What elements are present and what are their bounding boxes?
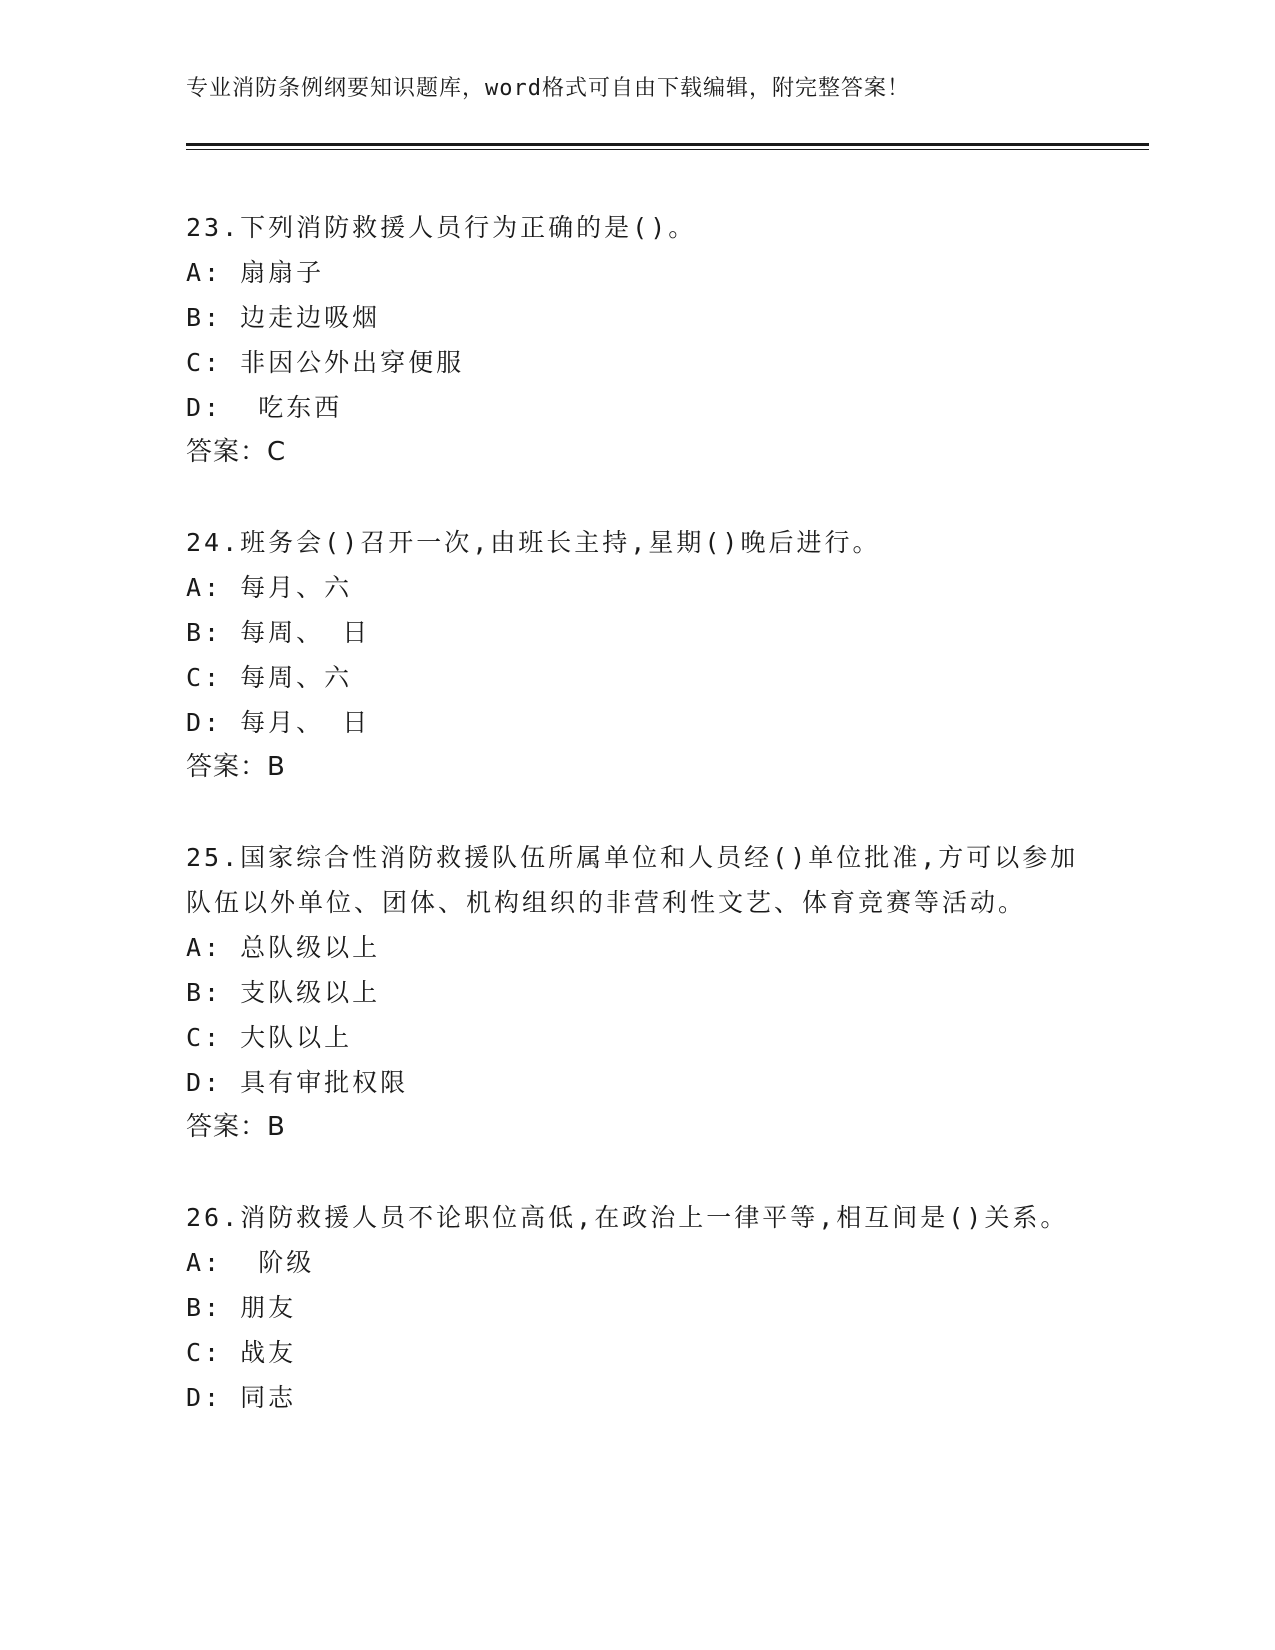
option-a: A: 扇扇子 — [186, 258, 325, 287]
option-c: C: 每周、六 — [186, 663, 353, 692]
option-c: C: 战友 — [186, 1338, 297, 1367]
option-c: C: 非因公外出穿便服 — [186, 348, 465, 377]
option-b: B: 每周、 日 — [186, 618, 371, 647]
header-rule-thin — [186, 149, 1149, 150]
option-d: D: 同志 — [186, 1383, 297, 1412]
answer: 答案：B — [186, 1112, 286, 1142]
question-25 — [186, 835, 1086, 1150]
question-list — [186, 205, 1086, 1465]
question-26 — [186, 1195, 1086, 1420]
question-23 — [186, 205, 1086, 475]
question-stem: 24.班务会()召开一次,由班长主持,星期()晚后进行。 — [186, 528, 881, 557]
question-stem: 26.消防救援人员不论职位高低,在政治上一律平等,相互间是()关系。 — [186, 1203, 1069, 1232]
option-b: B: 边走边吸烟 — [186, 303, 381, 332]
option-a: A: 阶级 — [186, 1248, 315, 1277]
option-a: A: 总队级以上 — [186, 933, 381, 962]
answer: 答案：B — [186, 752, 286, 782]
question-stem: 23.下列消防救援人员行为正确的是()。 — [186, 213, 697, 242]
option-d: D: 吃东西 — [186, 393, 343, 422]
option-b: B: 支队级以上 — [186, 978, 381, 1007]
question-stem: 25.国家综合性消防救援队伍所属单位和人员经()单位批准,方可以参加队伍以外单位、团体、机构组织的非营利性文艺、体育竞赛等活动。 — [186, 843, 1079, 917]
question-24 — [186, 520, 1086, 790]
option-d: D: 每月、 日 — [186, 708, 371, 737]
header-rule-thick — [186, 143, 1149, 146]
option-d: D: 具有审批权限 — [186, 1068, 409, 1097]
option-a: A: 每月、六 — [186, 573, 353, 602]
option-b: B: 朋友 — [186, 1293, 297, 1322]
page-header: 专业消防条例纲要知识题库，word格式可自由下载编辑，附完整答案！ — [186, 76, 910, 101]
answer: 答案：C — [186, 437, 287, 467]
option-c: C: 大队以上 — [186, 1023, 353, 1052]
